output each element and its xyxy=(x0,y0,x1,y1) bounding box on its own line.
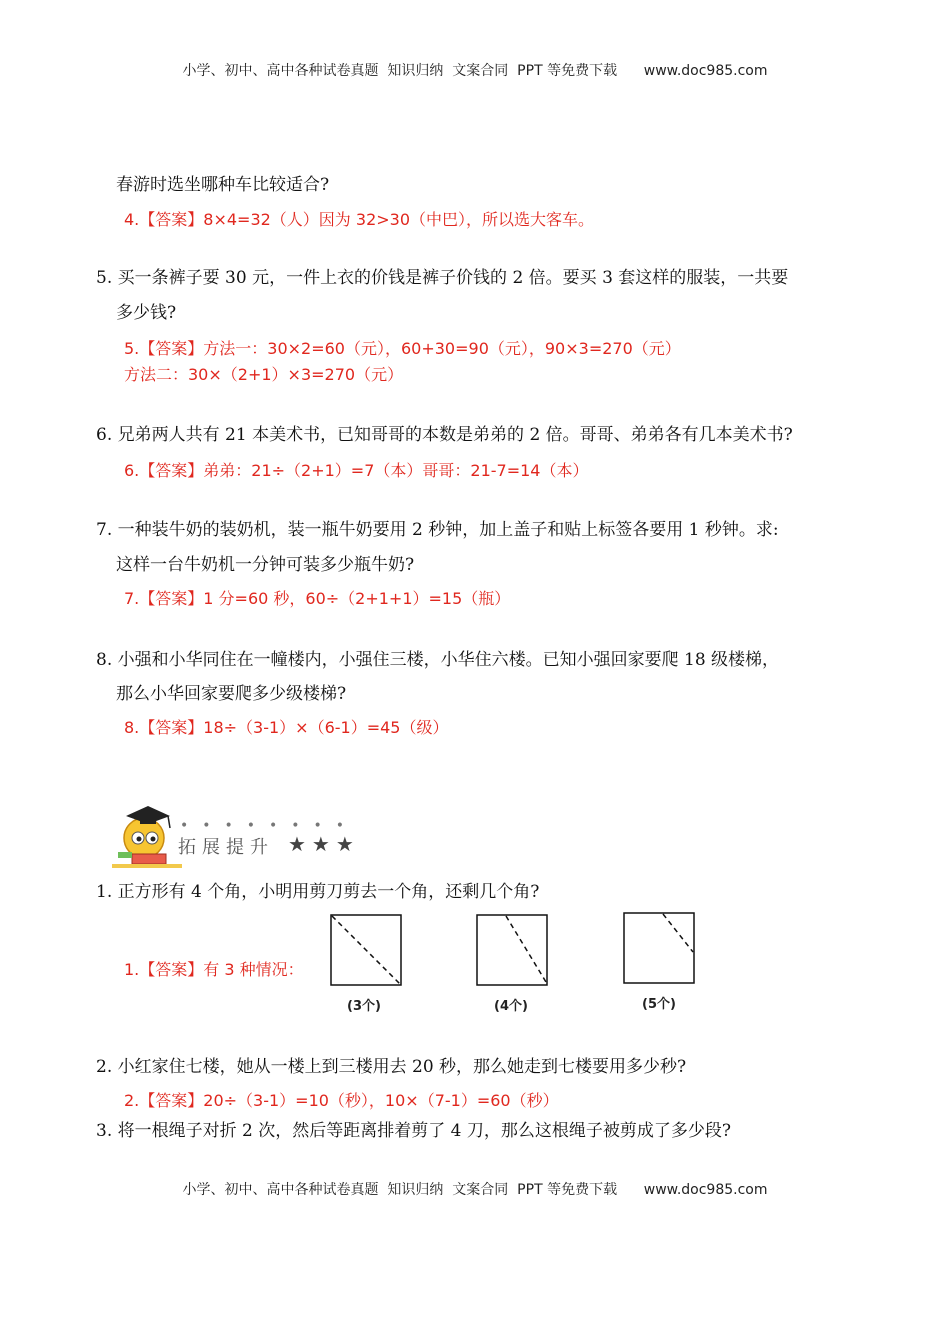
square-cut-figure-1 xyxy=(330,914,402,986)
section-difficulty-stars: ★★★ xyxy=(288,832,360,856)
square-cut-figure-2 xyxy=(476,914,548,986)
q8-answer: 8.【答案】18÷（3-1）×（6-1）=45（级） xyxy=(124,718,449,737)
e3-text-line1: 3. 将一根绳子对折 2 次，然后等距离排着剪了 4 刀，那么这根绳子被剪成了多少段? xyxy=(96,1121,731,1141)
e1-text-line1: 1. 正方形有 4 个角，小明用剪刀剪去一个角，还剩几个角? xyxy=(96,882,540,902)
q5-answer-method2: 方法二：30×（2+1）×3=270（元） xyxy=(124,365,404,384)
figure-2-label: (4个) xyxy=(494,999,528,1014)
figure-3-label: (5个) xyxy=(642,997,676,1012)
square-cut-figure-3 xyxy=(623,912,695,984)
e2-answer: 2.【答案】20÷（3-1）=10（秒），10×（7-1）=60（秒） xyxy=(124,1091,559,1110)
page-footer: 小学、初中、高中各种试卷真题 知识归纳 文案合同 PPT 等免费下载 www.doc985.com xyxy=(182,1182,768,1198)
q6-text-line1: 6. 兄弟两人共有 21 本美术书，已知哥哥的本数是弟弟的 2 倍。哥哥、弟弟各有几本美术书? xyxy=(96,425,793,445)
q6-answer: 6.【答案】弟弟：21÷（2+1）=7（本）哥哥：21-7=14（本） xyxy=(124,461,589,480)
page-header: 小学、初中、高中各种试卷真题 知识归纳 文案合同 PPT 等免费下载 www.doc985.com xyxy=(182,63,768,79)
q7-answer: 7.【答案】1 分=60 秒，60÷（2+1+1）=15（瓶） xyxy=(124,589,511,608)
section-title-dots: •••••••• xyxy=(180,818,359,834)
q5-text-line2: 多少钱? xyxy=(116,303,177,323)
e1-answer: 1.【答案】有 3 种情况： xyxy=(124,960,304,979)
e2-text-line1: 2. 小红家住七楼，她从一楼上到三楼用去 20 秒，那么她走到七楼要用多少秒? xyxy=(96,1057,687,1077)
figure-1-label: (3个) xyxy=(347,999,381,1014)
q4-answer: 4.【答案】8×4=32（人）因为 32>30（中巴），所以选大客车。 xyxy=(124,210,595,229)
q5-text-line1: 5. 买一条裤子要 30 元，一件上衣的价钱是裤子价钱的 2 倍。要买 3 套这样的服装，一共要 xyxy=(96,268,789,288)
q7-text-line1: 7. 一种装牛奶的装奶机，装一瓶牛奶要用 2 秒钟，加上盖子和贴上标签各要用 1 秒钟。求: xyxy=(96,520,779,540)
section-title: 拓展提升 xyxy=(178,837,274,858)
q4-text-line2: 春游时选坐哪种车比较适合? xyxy=(116,175,330,195)
q8-text-line2: 那么小华回家要爬多少级楼梯? xyxy=(116,684,347,704)
q7-text-line2: 这样一台牛奶机一分钟可装多少瓶牛奶? xyxy=(116,555,415,575)
q8-text-line1: 8. 小强和小华同住在一幢楼内，小强住三楼，小华住六楼。已知小强回家要爬 18 级楼梯， xyxy=(96,650,780,670)
q5-answer-method1: 5.【答案】方法一：30×2=60（元），60+30=90（元），90×3=270（元） xyxy=(124,339,681,358)
